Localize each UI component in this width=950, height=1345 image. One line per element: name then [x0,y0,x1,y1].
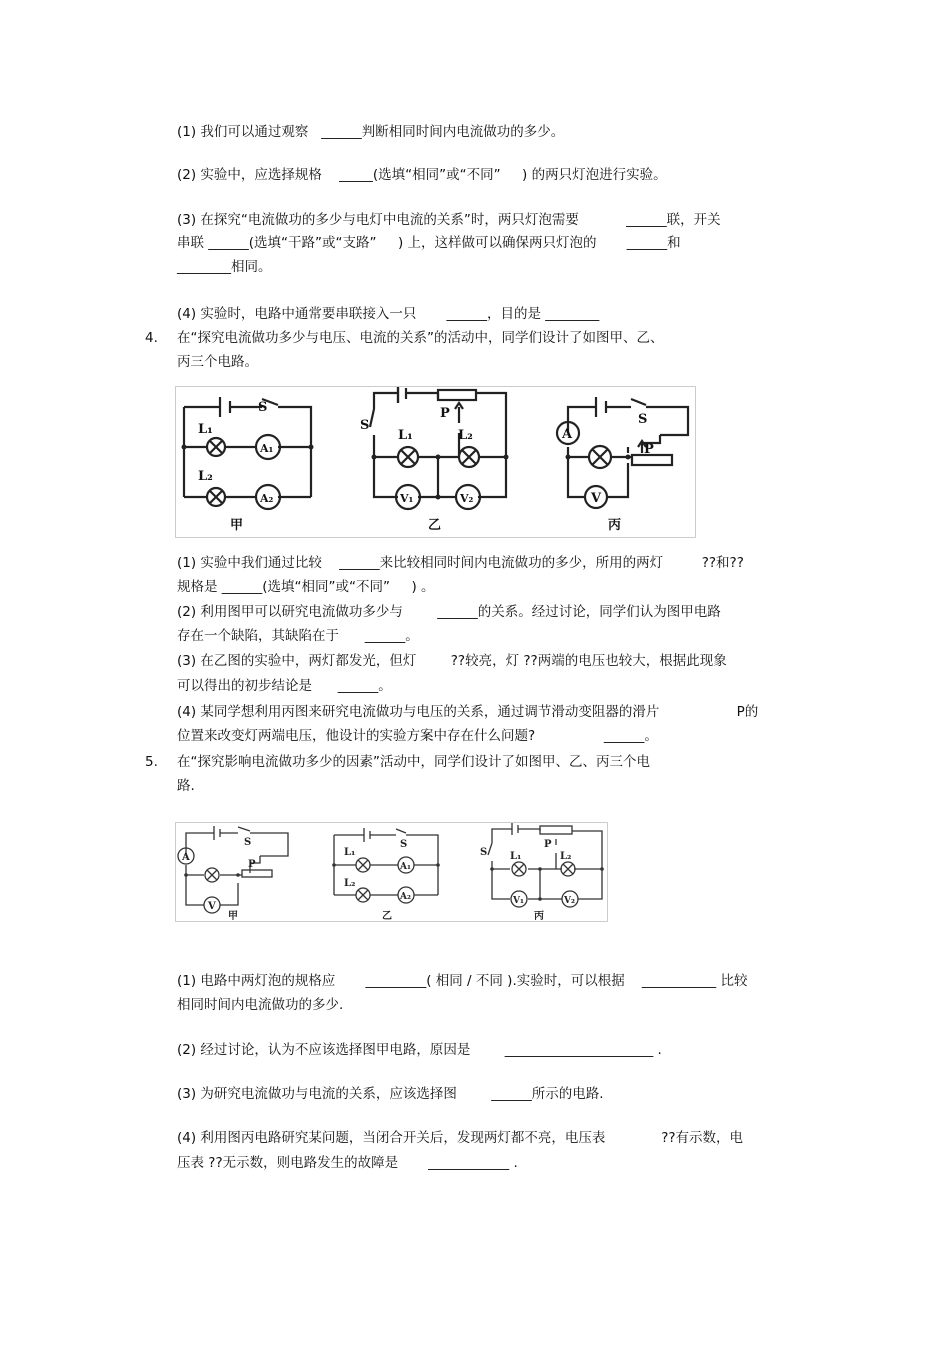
q4-part1-line1: (1) 实验中我们通过比较 ______来比较相同时间内电流做功的多少，所用的两灯 ??和?? [177,555,744,571]
q5-circuit-svg [176,823,607,921]
q5-part4-line2: 压表 ??无示数，则电路发生的故障是 ____________ . [177,1155,518,1171]
q4-yi-S-label: S [360,418,370,433]
q4-yi-V2-label: V₂ [460,492,474,505]
q4-part1-line2: 规格是 ______(选填“相同”或“不同” ) 。 [177,579,435,595]
q4-yi-L2-label: L₂ [458,428,473,443]
q5-part3: (3) 为研究电流做功与电流的关系，应该选择图 ______所示的电路. [177,1086,604,1102]
q4-jia-caption: 甲 [230,518,244,533]
q5-yi-S-label: S [400,839,408,850]
q5-number: 5. [145,754,158,770]
q4-bing-S-label: S [638,412,648,427]
q5-yi-L1-label: L₁ [344,847,356,858]
q4-circuit-figure [175,386,696,538]
q5-jia-A-label: A [182,852,190,863]
q5-bing-caption: 丙 [534,911,544,921]
q4-part4-line1: (4) 某同学想利用丙图来研究电流做功与电压的关系，通过调节滑动变阻器的滑片 P的 [177,704,759,720]
q3-part4: (4) 实验时，电路中通常要串联接入一只 ______，目的是 ________ [177,306,600,322]
q5-bing-L1-label: L₁ [510,851,522,862]
q5-stem-line2: 路. [177,778,195,794]
q5-circuit-figure [175,822,608,922]
q4-jia-S-label: S [258,400,268,415]
q5-yi-caption: 乙 [382,911,392,921]
q5-part1-line2: 相同时间内电流做功的多少. [177,997,344,1013]
q3-part1: (1) 我们可以通过观察 ______判断相同时间内电流做功的多少。 [177,124,565,140]
q4-jia-L1-label: L₁ [198,422,213,437]
q4-part4-line2: 位置来改变灯两端电压，他设计的实验方案中存在什么问题? ______。 [177,728,658,744]
q5-part1-line1: (1) 电路中两灯泡的规格应 _________( 相同 / 不同 ).实验时，可以根据 ___________ 比较 [177,973,748,989]
q4-yi-P-label: P [440,406,450,421]
q3-part3-line1: (3) 在探究“电流做功的多少与电灯中电流的关系”时，两只灯泡需要 ______联，开关 [177,212,721,228]
q5-yi-L2-label: L₂ [344,878,356,889]
q4-yi-V1-label: V₁ [400,492,414,505]
q4-number: 4. [145,330,158,346]
q4-part2-line1: (2) 利用图甲可以研究电流做功多少与 ______的关系。经过讨论，同学们认为图甲电路 [177,604,721,620]
q5-jia-V-label: V [208,901,216,912]
q4-part3-line2: 可以得出的初步结论是 ______。 [177,678,392,694]
q4-part3-line1: (3) 在乙图的实验中，两灯都发光，但灯 ??较亮，灯 ??两端的电压也较大，根据此现象 [177,653,727,669]
q4-bing-P-label: P [644,442,654,457]
q4-stem-line2: 丙三个电路。 [177,354,258,370]
q4-circuit-svg [176,387,695,537]
q5-jia-caption: 甲 [228,911,238,921]
q4-jia-L2-label: L₂ [198,469,213,484]
q4-bing-caption: 丙 [608,518,622,533]
q5-yi-A2-label: A₂ [400,892,411,902]
q5-part2: (2) 经过讨论，认为不应该选择图甲电路，原因是 ______________________ . [177,1042,662,1058]
q4-bing-A-label: A [562,427,573,442]
q4-bing-V-label: V [591,491,602,506]
q5-stem-line1: 在“探究影响电流做功多少的因素”活动中，同学们设计了如图甲、乙、丙三个电 [177,754,650,770]
q5-yi-A1-label: A₁ [400,862,411,872]
q5-jia-P-label: P [248,859,256,870]
q3-part3-line2: 串联 ______(选填“干路”或“支路” ) 上，这样做可以确保两只灯泡的 ______和 [177,235,681,251]
q5-jia-S-label: S [244,837,252,848]
q5-bing-L2-label: L₂ [560,851,572,862]
q4-yi-caption: 乙 [428,518,442,533]
q4-part2-line2: 存在一个缺陷，其缺陷在于 ______。 [177,628,419,644]
q5-bing-P-label: P [544,839,552,850]
q5-bing-S-label: S [480,847,488,858]
q4-jia-A1-label: A₁ [260,442,274,455]
q5-bing-V1-label: V₁ [513,896,524,906]
q4-stem-line1: 在“探究电流做功多少与电压、电流的关系”的活动中，同学们设计了如图甲、乙、 [177,330,664,346]
q4-yi-L1-label: L₁ [398,428,413,443]
q3-part2: (2) 实验中，应选择规格 _____(选填“相同”或“不同” ) 的两只灯泡进行实验。 [177,167,667,183]
q5-bing-V2-label: V₂ [564,896,575,906]
q4-jia-A2-label: A₂ [260,492,274,505]
q5-part4-line1: (4) 利用图丙电路研究某问题，当闭合开关后，发现两灯都不亮，电压表 ??有示数，电 [177,1130,744,1146]
q3-part3-line3: ________相同。 [177,259,272,275]
